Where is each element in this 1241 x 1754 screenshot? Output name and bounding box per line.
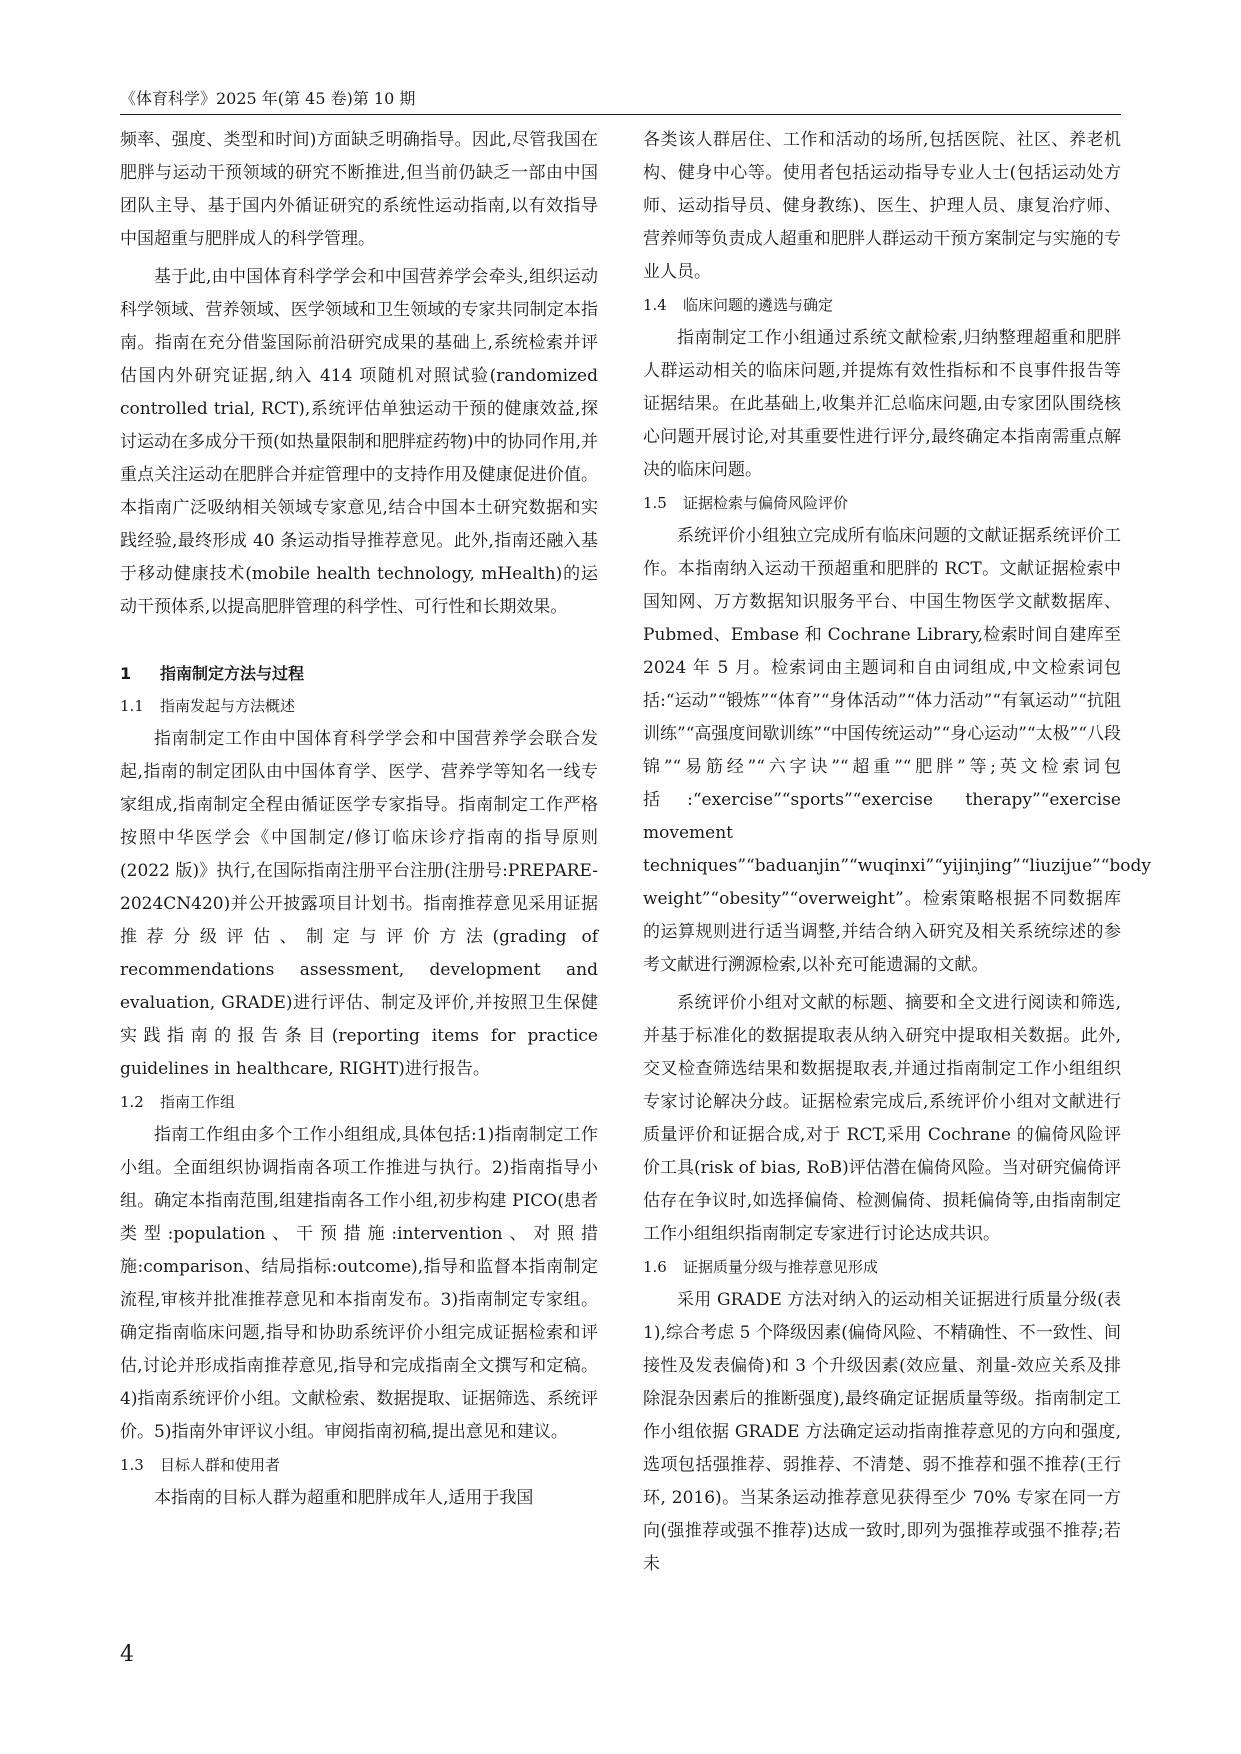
- section-title: 指南制定方法与过程: [160, 664, 305, 683]
- left-column: [120, 124, 598, 1515]
- paragraph: 系统评价小组对文献的标题、摘要和全文进行阅读和筛选,并基于标准化的数据提取表从纳入研究中提取相关数据。此外,交叉检查筛选结果和数据提取表,并通过指南制定工作小组组织专家讨论解决分歧。证据检索完成后,系统评价小组对文献进行质量评价和证据合成,对于 RCT,采用 Cochrane 的偏倚风险评价工具(risk of bias, RoB)评估潜在偏倚风险。当对研究偏倚评估存在争议时,如选择偏倚、检测偏倚、损耗偏倚等,由指南制定工作小组组织指南制定专家进行讨论达成共识。: [643, 993, 1121, 1244]
- paragraph: 本指南的目标人群为超重和肥胖成年人,适用于我国: [154, 1488, 534, 1508]
- subsection-number: 1.5: [643, 494, 667, 512]
- right-column: [643, 124, 1151, 1581]
- subsection-title: 证据检索与偏倚风险评价: [683, 494, 849, 512]
- subsection-title: 目标人群和使用者: [160, 1456, 281, 1474]
- subsection-number: 1.2: [120, 1093, 144, 1111]
- subsection-heading: [120, 1086, 598, 1119]
- subsection-title: 证据质量分级与推荐意见形成: [683, 1258, 879, 1276]
- subsection-title: 指南工作组: [160, 1093, 236, 1111]
- subsection-title: 临床问题的遴选与确定: [683, 296, 834, 314]
- subsection-number: 1.3: [120, 1456, 144, 1474]
- paragraph: 系统评价小组独立完成所有临床问题的文献证据系统评价工作。本指南纳入运动干预超重和肥胖的 RCT。文献证据检索中国知网、万方数据知识服务平台、中国生物医学文献数据库、Pubmed、Embase 和 Cochrane Library,检索时间自建库至 2024 年 5 月。检索词由主题词和自由词组成,中文检索词包括:“运动”“锻炼”“体育”“身体活动”“体力活动”“有氧运动”“抗阻训练”“高强度间歇训练”“中国传统运动”“身心运动”“太极”“八段锦”“易筋经”“六字诀”“超重”“肥胖”等;英文检索词包括:“exercise”“sports”“exercise therapy”“exercise movement techniques”“baduanjin”“wuqinxi”“yijinjing”“liuzijue”“body weight”“obesity”“overweight”。检索策略根据不同数据库的运算规则进行适当调整,并结合纳入研究及相关系统综述的参考文献进行溯源检索,以补充可能遗漏的文献。: [643, 526, 1151, 975]
- paragraph: 指南工作组由多个工作小组组成,具体包括:1)指南制定工作小组。全面组织协调指南各项工作推进与执行。2)指南指导小组。确定本指南范围,组建指南各工作小组,初步构建 PICO(患者类型:population、干预措施:intervention、对照措施:comparison、结局指标:outcome),指导和监督本指南制定流程,审核并批准推荐意见和本指南发布。3)指南制定专家组。确定指南临床问题,指导和协助系统评价小组完成证据检索和评估,讨论并形成指南推荐意见,指导和完成指南全文撰写和定稿。4)指南系统评价小组。文献检索、数据提取、证据筛选、系统评价。5)指南外审评议小组。审阅指南初稿,提出意见和建议。: [120, 1125, 598, 1442]
- section-heading: [120, 657, 598, 690]
- subsection-title: 指南发起与方法概述: [160, 697, 296, 715]
- subsection-heading: [643, 289, 1121, 322]
- paragraph: 指南制定工作小组通过系统文献检索,归纳整理超重和肥胖人群运动相关的临床问题,并提炼有效性指标和不良事件报告等证据结果。在此基础上,收集并汇总临床问题,由专家团队围绕核心问题开展讨论,对其重要性进行评分,最终确定本指南需重点解决的临床问题。: [643, 328, 1121, 480]
- paragraph: 采用 GRADE 方法对纳入的运动相关证据进行质量分级(表 1),综合考虑 5 个降级因素(偏倚风险、不精确性、不一致性、间接性及发表偏倚)和 3 个升级因素(效应量、剂量-效应关系及排除混杂因素后的推断强度),最终确定证据质量等级。指南制定工作小组依据 GRADE 方法确定运动指南推荐意见的方向和强度,选项包括强推荐、弱推荐、不清楚、弱不推荐和强不推荐(王行环, 2016)。当某条运动推荐意见获得至少 70% 专家在同一方向(强推荐或强不推荐)达成一致时,即列为强推荐或强不推荐;若未: [643, 1290, 1121, 1574]
- paragraph: 各类该人群居住、工作和活动的场所,包括医院、社区、养老机构、健身中心等。使用者包括运动指导专业人士(包括运动处方师、运动指导员、健身教练)、医生、护理人员、康复治疗师、营养师等负责成人超重和肥胖人群运动干预方案制定与实施的专业人员。: [643, 130, 1121, 282]
- page-number: 4: [120, 1642, 134, 1667]
- subsection-number: 1.4: [643, 296, 667, 314]
- subsection-number: 1.1: [120, 697, 144, 715]
- header-rule: [120, 114, 1121, 115]
- subsection-number: 1.6: [643, 1258, 667, 1276]
- subsection-heading: [120, 1449, 598, 1482]
- subsection-heading: [643, 487, 1121, 520]
- paragraph: 基于此,由中国体育科学学会和中国营养学会牵头,组织运动科学领域、营养领域、医学领域和卫生领域的专家共同制定本指南。指南在充分借鉴国际前沿研究成果的基础上,系统检索并评估国内外研究证据,纳入 414 项随机对照试验(randomized controlled trial, RCT),系统评估单独运动干预的健康效益,探讨运动在多成分干预(如热量限制和肥胖症药物)中的协同作用,并重点关注运动在肥胖合并症管理中的支持作用及健康促进价值。本指南广泛吸纳相关领域专家意见,结合中国本土研究数据和实践经验,最终形成 40 条运动指导推荐意见。此外,指南还融入基于移动健康技术(mobile health technology, mHealth)的运动干预体系,以提高肥胖管理的科学性、可行性和长期效果。: [120, 267, 598, 617]
- subsection-heading: [643, 1251, 1121, 1284]
- section-number: 1: [120, 664, 132, 683]
- paragraph: 指南制定工作由中国体育科学学会和中国营养学会联合发起,指南的制定团队由中国体育学、医学、营养学等知名一线专家组成,指南制定全程由循证医学专家指导。指南制定工作严格按照中华医学会《中国制定/修订临床诊疗指南的指导原则(2022 版)》执行,在国际指南注册平台注册(注册号:PREPARE-2024CN420)并公开披露项目计划书。指南推荐意见采用证据推荐分级评估、制定与评价方法(grading of recommendations assessment, development and evaluation, GRADE)进行评估、制定及评价,并按照卫生保健实践指南的报告条目(reporting items for practice guidelines in healthcare, RIGHT)进行报告。: [120, 729, 598, 1079]
- paragraph: 频率、强度、类型和时间)方面缺乏明确指导。因此,尽管我国在肥胖与运动干预领域的研究不断推进,但当前仍缺乏一部由中国团队主导、基于国内外循证研究的系统性运动指南,以有效指导中国超重与肥胖成人的科学管理。: [120, 130, 598, 249]
- running-head: 《体育科学》2025 年(第 45 卷)第 10 期: [120, 89, 416, 108]
- subsection-heading: [120, 690, 598, 723]
